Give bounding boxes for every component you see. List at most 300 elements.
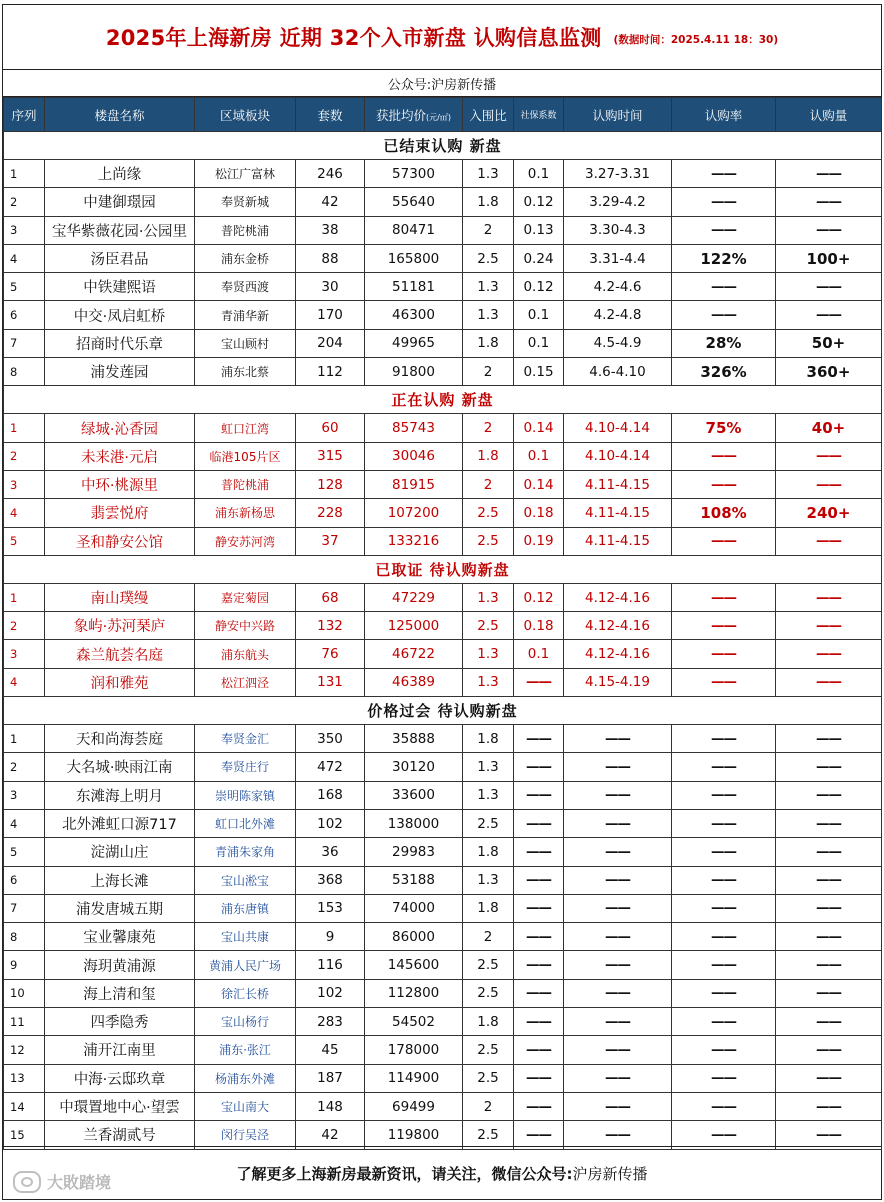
cell-social: —— (514, 1064, 564, 1092)
cell-time: —— (564, 1092, 672, 1120)
cell-area: 宝山南大 (195, 1092, 296, 1120)
cell-social: —— (514, 668, 564, 696)
price-header-label: 获批均价 (376, 107, 427, 123)
cell-social: 0.14 (514, 414, 564, 442)
cell-price: 29983 (365, 838, 463, 866)
cell-rate: —— (672, 1121, 776, 1149)
cell-name: 汤臣君品 (45, 244, 195, 272)
cell-social: —— (514, 1121, 564, 1149)
cell-rate: —— (672, 160, 776, 188)
cell-social: 0.24 (514, 244, 564, 272)
cell-volume: —— (776, 216, 882, 244)
cell-index: 8 (4, 923, 45, 951)
cell-volume: —— (776, 923, 882, 951)
cell-volume: —— (776, 301, 882, 329)
cell-volume: 100+ (776, 244, 882, 272)
cell-units: 131 (296, 668, 365, 696)
cell-volume: —— (776, 160, 882, 188)
cell-name: 兰香湖贰号 (45, 1121, 195, 1149)
cell-name: 四季隐秀 (45, 1008, 195, 1036)
cell-area: 黄浦人民广场 (195, 951, 296, 979)
cell-area: 浦东·张江 (195, 1036, 296, 1064)
cell-rate: —— (672, 866, 776, 894)
table-row (4, 358, 882, 386)
cell-time: —— (564, 1121, 672, 1149)
cell-price: 57300 (365, 160, 463, 188)
table-row (4, 668, 882, 696)
cell-volume: —— (776, 188, 882, 216)
cell-rate: 75% (672, 414, 776, 442)
cell-price: 125000 (365, 612, 463, 640)
cell-index: 12 (4, 1036, 45, 1064)
cell-rate: —— (672, 809, 776, 837)
cell-price: 51181 (365, 273, 463, 301)
cell-volume: —— (776, 1121, 882, 1149)
table-row (4, 866, 882, 894)
cell-name: 中交·凤启虹桥 (45, 301, 195, 329)
table-row (4, 414, 882, 442)
cell-time: —— (564, 781, 672, 809)
cell-ratio: 1.8 (463, 188, 514, 216)
cell-social: —— (514, 1008, 564, 1036)
cell-name: 天和尚海荟庭 (45, 725, 195, 753)
table-row (4, 725, 882, 753)
cell-ratio: 2 (463, 414, 514, 442)
cell-social: —— (514, 781, 564, 809)
section-title: 正在认购 新盘 (4, 386, 882, 414)
cell-rate: 326% (672, 358, 776, 386)
cell-price: 49965 (365, 329, 463, 357)
cell-units: 187 (296, 1064, 365, 1092)
cell-price: 145600 (365, 951, 463, 979)
cell-index: 11 (4, 1008, 45, 1036)
cell-area: 宝山顾村 (195, 329, 296, 357)
cell-rate: —— (672, 1092, 776, 1120)
table-row (4, 470, 882, 498)
table-row (4, 1092, 882, 1120)
cell-index: 4 (4, 499, 45, 527)
cell-time: —— (564, 1064, 672, 1092)
cell-index: 6 (4, 301, 45, 329)
col-header-volume: 认购量 (776, 98, 882, 132)
cell-social: 0.13 (514, 216, 564, 244)
cell-volume: —— (776, 1008, 882, 1036)
cell-units: 116 (296, 951, 365, 979)
cell-social: —— (514, 725, 564, 753)
public-account-bar (3, 70, 881, 97)
cell-units: 36 (296, 838, 365, 866)
cell-name: 上尚缘 (45, 160, 195, 188)
cell-name: 象屿·苏河琹庐 (45, 612, 195, 640)
cell-social: —— (514, 979, 564, 1007)
cell-ratio: 2 (463, 216, 514, 244)
cell-units: 102 (296, 809, 365, 837)
cell-time: 3.30-4.3 (564, 216, 672, 244)
cell-rate: —— (672, 188, 776, 216)
cell-area: 青浦华新 (195, 301, 296, 329)
cell-area: 静安苏河湾 (195, 527, 296, 555)
section-row (4, 555, 882, 583)
cell-units: 38 (296, 216, 365, 244)
cell-volume: 360+ (776, 358, 882, 386)
cell-units: 45 (296, 1036, 365, 1064)
cell-time: 4.10-4.14 (564, 414, 672, 442)
section-title: 已结束认购 新盘 (4, 132, 882, 160)
cell-price: 81915 (365, 470, 463, 498)
cell-price: 47229 (365, 583, 463, 611)
cell-ratio: 1.3 (463, 640, 514, 668)
cell-area: 奉贤金汇 (195, 725, 296, 753)
cell-index: 4 (4, 668, 45, 696)
table-row (4, 979, 882, 1007)
footer-bar (3, 1146, 881, 1199)
listing-table (3, 97, 882, 1150)
cell-area: 宝山淞宝 (195, 866, 296, 894)
cell-social: —— (514, 1036, 564, 1064)
cell-price: 54502 (365, 1008, 463, 1036)
table-row (4, 188, 882, 216)
cell-price: 55640 (365, 188, 463, 216)
table-row (4, 273, 882, 301)
cell-price: 107200 (365, 499, 463, 527)
cell-area: 虹口江湾 (195, 414, 296, 442)
cell-price: 46722 (365, 640, 463, 668)
watermark (13, 1170, 111, 1193)
cell-rate: —— (672, 838, 776, 866)
cell-time: 4.2-4.8 (564, 301, 672, 329)
cell-time: —— (564, 894, 672, 922)
table-row (4, 1008, 882, 1036)
cell-volume: —— (776, 442, 882, 470)
cell-rate: —— (672, 527, 776, 555)
cell-ratio: 2.5 (463, 612, 514, 640)
cell-volume: —— (776, 781, 882, 809)
cell-index: 4 (4, 244, 45, 272)
cell-name: 翡雲悦府 (45, 499, 195, 527)
cell-social: 0.1 (514, 442, 564, 470)
cell-price: 30120 (365, 753, 463, 781)
cell-name: 北外滩虹口源717 (45, 809, 195, 837)
cell-index: 6 (4, 866, 45, 894)
cell-ratio: 1.8 (463, 838, 514, 866)
cell-rate: —— (672, 640, 776, 668)
cell-ratio: 2.5 (463, 951, 514, 979)
cell-rate: —— (672, 470, 776, 498)
cell-area: 普陀桃浦 (195, 216, 296, 244)
cell-ratio: 2.5 (463, 499, 514, 527)
cell-units: 350 (296, 725, 365, 753)
cell-time: 3.27-3.31 (564, 160, 672, 188)
cell-volume: —— (776, 809, 882, 837)
cell-index: 1 (4, 583, 45, 611)
cell-name: 东滩海上明月 (45, 781, 195, 809)
cell-volume: —— (776, 838, 882, 866)
cell-rate: —— (672, 951, 776, 979)
cell-time: 4.10-4.14 (564, 442, 672, 470)
public-account-label: 公众号:沪房新传播 (387, 77, 497, 93)
cell-name: 南山璞缦 (45, 583, 195, 611)
cell-name: 浦开江南里 (45, 1036, 195, 1064)
cell-price: 46300 (365, 301, 463, 329)
cell-price: 91800 (365, 358, 463, 386)
cell-units: 148 (296, 1092, 365, 1120)
cell-name: 中環置地中心·望雲 (45, 1092, 195, 1120)
cell-units: 368 (296, 866, 365, 894)
cell-index: 1 (4, 414, 45, 442)
cell-index: 2 (4, 612, 45, 640)
cell-rate: 108% (672, 499, 776, 527)
title-bar (3, 5, 881, 70)
table-row (4, 499, 882, 527)
cell-time: —— (564, 866, 672, 894)
cell-area: 松江泗泾 (195, 668, 296, 696)
cell-volume: —— (776, 612, 882, 640)
cell-rate: —— (672, 894, 776, 922)
cell-rate: —— (672, 301, 776, 329)
cell-volume: —— (776, 951, 882, 979)
cell-volume: —— (776, 527, 882, 555)
cell-social: 0.12 (514, 188, 564, 216)
page-title: 2025年上海新房 近期 32个入市新盘 认购信息监测 (105, 26, 602, 50)
table-row (4, 244, 882, 272)
cell-ratio: 1.3 (463, 753, 514, 781)
cell-name: 润和雅苑 (45, 668, 195, 696)
table-row (4, 329, 882, 357)
section-title: 价格过会 待认购新盘 (4, 697, 882, 725)
table-row (4, 216, 882, 244)
cell-volume: 240+ (776, 499, 882, 527)
cell-units: 76 (296, 640, 365, 668)
cell-area: 杨浦东外滩 (195, 1064, 296, 1092)
cell-area: 松江广富林 (195, 160, 296, 188)
cell-time: 4.12-4.16 (564, 612, 672, 640)
cell-price: 33600 (365, 781, 463, 809)
cell-name: 海上清和玺 (45, 979, 195, 1007)
cell-ratio: 2.5 (463, 979, 514, 1007)
watermark-text: 大敗踏境 (47, 1173, 112, 1192)
col-header-price (365, 98, 463, 132)
cell-units: 228 (296, 499, 365, 527)
cell-index: 3 (4, 470, 45, 498)
cell-ratio: 2 (463, 1092, 514, 1120)
cell-units: 170 (296, 301, 365, 329)
cell-index: 4 (4, 809, 45, 837)
cell-name: 浦发莲园 (45, 358, 195, 386)
cell-social: —— (514, 838, 564, 866)
cell-ratio: 2.5 (463, 1064, 514, 1092)
cell-volume: —— (776, 894, 882, 922)
cell-ratio: 1.3 (463, 301, 514, 329)
table-row (4, 1036, 882, 1064)
cell-index: 9 (4, 951, 45, 979)
cell-index: 7 (4, 894, 45, 922)
cell-price: 112800 (365, 979, 463, 1007)
cell-index: 2 (4, 442, 45, 470)
cell-rate: —— (672, 781, 776, 809)
section-title: 已取证 待认购新盘 (4, 555, 882, 583)
cell-social: —— (514, 809, 564, 837)
cell-social: 0.15 (514, 358, 564, 386)
cell-rate: —— (672, 1036, 776, 1064)
table-row (4, 527, 882, 555)
cell-time: 4.11-4.15 (564, 470, 672, 498)
cell-volume: 40+ (776, 414, 882, 442)
col-header-time: 认购时间 (564, 98, 672, 132)
cell-rate: —— (672, 442, 776, 470)
cell-rate: 28% (672, 329, 776, 357)
cell-volume: —— (776, 470, 882, 498)
cell-area: 奉贤西渡 (195, 273, 296, 301)
cell-index: 7 (4, 329, 45, 357)
cell-name: 宝业馨康苑 (45, 923, 195, 951)
cell-volume: —— (776, 725, 882, 753)
table-row (4, 1121, 882, 1149)
cell-index: 5 (4, 838, 45, 866)
cell-time: 3.29-4.2 (564, 188, 672, 216)
cell-area: 奉贤庄行 (195, 753, 296, 781)
cell-area: 徐汇长桥 (195, 979, 296, 1007)
cell-rate: —— (672, 612, 776, 640)
cell-social: 0.12 (514, 273, 564, 301)
cell-name: 宝华紫薇花园·公园里 (45, 216, 195, 244)
cell-name: 招商时代乐章 (45, 329, 195, 357)
cell-area: 青浦朱家角 (195, 838, 296, 866)
cell-name: 中环·桃源里 (45, 470, 195, 498)
cell-social: —— (514, 894, 564, 922)
cell-area: 浦东航头 (195, 640, 296, 668)
cell-price: 178000 (365, 1036, 463, 1064)
cell-volume: —— (776, 668, 882, 696)
footer-account-name: 沪房新传播 (572, 1164, 648, 1183)
cell-ratio: 1.8 (463, 329, 514, 357)
cell-area: 闵行吴泾 (195, 1121, 296, 1149)
cell-time: —— (564, 923, 672, 951)
table-row (4, 1064, 882, 1092)
cell-area: 奉贤新城 (195, 188, 296, 216)
cell-price: 119800 (365, 1121, 463, 1149)
cell-rate: —— (672, 668, 776, 696)
cell-rate: —— (672, 753, 776, 781)
cell-units: 112 (296, 358, 365, 386)
cell-price: 85743 (365, 414, 463, 442)
table-row (4, 640, 882, 668)
cell-social: 0.1 (514, 301, 564, 329)
cell-area: 浦东新杨思 (195, 499, 296, 527)
col-header-units: 套数 (296, 98, 365, 132)
cell-units: 472 (296, 753, 365, 781)
section-row (4, 386, 882, 414)
cell-time: —— (564, 1008, 672, 1036)
table-row (4, 753, 882, 781)
table-row (4, 301, 882, 329)
cell-time: —— (564, 725, 672, 753)
cell-price: 86000 (365, 923, 463, 951)
col-header-rate: 认购率 (672, 98, 776, 132)
cell-time: —— (564, 1036, 672, 1064)
section-row (4, 132, 882, 160)
cell-area: 宝山共康 (195, 923, 296, 951)
cell-volume: —— (776, 1036, 882, 1064)
cell-time: —— (564, 809, 672, 837)
cell-time: 4.2-4.6 (564, 273, 672, 301)
cell-social: —— (514, 923, 564, 951)
cell-ratio: 1.3 (463, 160, 514, 188)
cell-price: 53188 (365, 866, 463, 894)
cell-units: 315 (296, 442, 365, 470)
cell-rate: —— (672, 1008, 776, 1036)
cell-units: 60 (296, 414, 365, 442)
table-row (4, 583, 882, 611)
cell-index: 10 (4, 979, 45, 1007)
cell-area: 静安中兴路 (195, 612, 296, 640)
cell-social: —— (514, 951, 564, 979)
cell-social: 0.14 (514, 470, 564, 498)
cell-volume: —— (776, 1092, 882, 1120)
table-row (4, 894, 882, 922)
cell-social: 0.1 (514, 640, 564, 668)
cell-rate: —— (672, 923, 776, 951)
cell-volume: —— (776, 866, 882, 894)
cell-rate: —— (672, 216, 776, 244)
table-row (4, 612, 882, 640)
cell-rate: —— (672, 583, 776, 611)
cell-time: 4.15-4.19 (564, 668, 672, 696)
cell-volume: —— (776, 273, 882, 301)
cell-ratio: 2.5 (463, 1121, 514, 1149)
cell-index: 3 (4, 640, 45, 668)
cell-time: —— (564, 951, 672, 979)
cell-rate: —— (672, 273, 776, 301)
cell-name: 上海长滩 (45, 866, 195, 894)
data-timestamp: (数据时间：2025.4.11 18：30) (613, 33, 779, 46)
cell-social: —— (514, 866, 564, 894)
cell-time: —— (564, 838, 672, 866)
cell-time: —— (564, 979, 672, 1007)
cell-units: 42 (296, 1121, 365, 1149)
price-unit-label: (元/㎡) (426, 112, 451, 122)
cell-price: 35888 (365, 725, 463, 753)
cell-units: 88 (296, 244, 365, 272)
cell-ratio: 2 (463, 923, 514, 951)
cell-ratio: 1.8 (463, 725, 514, 753)
cell-ratio: 1.3 (463, 866, 514, 894)
cell-price: 133216 (365, 527, 463, 555)
cell-index: 15 (4, 1121, 45, 1149)
cell-index: 5 (4, 527, 45, 555)
cell-name: 森兰航荟名庭 (45, 640, 195, 668)
col-header-social: 社保系数 (514, 98, 564, 132)
cell-index: 1 (4, 160, 45, 188)
cell-index: 13 (4, 1064, 45, 1092)
cell-index: 2 (4, 753, 45, 781)
table-row (4, 781, 882, 809)
cell-name: 中建御璟园 (45, 188, 195, 216)
table-row (4, 838, 882, 866)
report-sheet (2, 4, 882, 1200)
cell-ratio: 1.3 (463, 781, 514, 809)
footer-lead-text: 了解更多上海新房最新资讯，请关注，微信公众号: (236, 1164, 573, 1183)
cell-ratio: 2 (463, 358, 514, 386)
table-row (4, 923, 882, 951)
cell-area: 嘉定菊园 (195, 583, 296, 611)
table-row (4, 951, 882, 979)
cell-volume: —— (776, 753, 882, 781)
cell-units: 132 (296, 612, 365, 640)
cell-ratio: 1.8 (463, 894, 514, 922)
cell-name: 圣和静安公馆 (45, 527, 195, 555)
cell-price: 165800 (365, 244, 463, 272)
cell-units: 42 (296, 188, 365, 216)
